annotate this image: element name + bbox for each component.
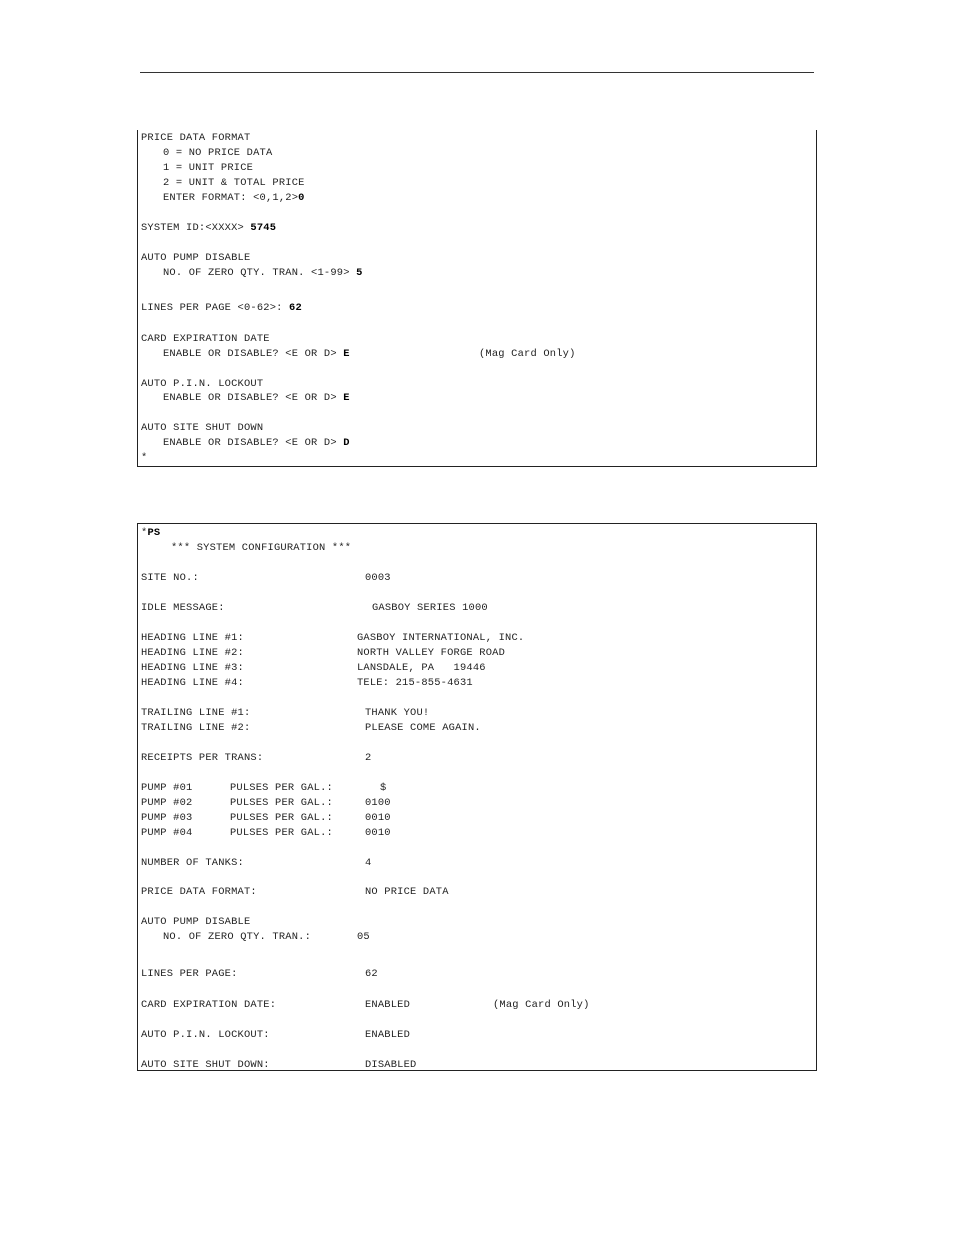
pin-lockout-value-2: ENABLED xyxy=(365,1029,411,1041)
pin-lockout-label-2: AUTO P.I.N. LOCKOUT: xyxy=(141,1029,270,1041)
receipts-label: RECEIPTS PER TRANS: xyxy=(141,752,264,764)
price-format-value: NO PRICE DATA xyxy=(365,886,449,898)
heading-line-4-label: HEADING LINE #4: xyxy=(141,677,244,689)
auto-pump-disable-heading: AUTO PUMP DISABLE xyxy=(141,252,251,264)
idle-message-label: IDLE MESSAGE: xyxy=(141,602,225,614)
receipts-value: 2 xyxy=(365,752,372,764)
trailing-line-2-label: TRAILING LINE #2: xyxy=(141,722,251,734)
trailing-line-1-label: TRAILING LINE #1: xyxy=(141,707,251,719)
pump-02-value: 0100 xyxy=(365,797,391,809)
config-title: *** SYSTEM CONFIGURATION *** xyxy=(171,542,352,554)
pump-03-name: PUMP #03 xyxy=(141,812,193,824)
mag-card-note-2: (Mag Card Only) xyxy=(493,999,590,1011)
tanks-label: NUMBER OF TANKS: xyxy=(141,857,244,869)
site-shutdown-label-2: AUTO SITE SHUT DOWN: xyxy=(141,1059,270,1071)
format-option-1: 1 = UNIT PRICE xyxy=(163,162,254,174)
prompt-asterisk: * xyxy=(141,452,148,464)
pump-03-label: PULSES PER GAL.: xyxy=(230,812,333,824)
pump-02-name: PUMP #02 xyxy=(141,797,193,809)
site-no-value: 0003 xyxy=(365,572,391,584)
command-line: *PS xyxy=(141,527,161,539)
lines-per-page-value-2: 62 xyxy=(365,968,378,980)
auto-pump-disable-heading-2: AUTO PUMP DISABLE xyxy=(141,916,251,928)
lines-per-page-label-2: LINES PER PAGE: xyxy=(141,968,238,980)
format-option-2: 2 = UNIT & TOTAL PRICE xyxy=(163,177,305,189)
mag-card-note: (Mag Card Only) xyxy=(479,348,576,360)
pin-lockout-prompt: ENABLE OR DISABLE? <E OR D> E xyxy=(163,392,350,404)
zero-qty-value-2: 05 xyxy=(357,931,370,943)
card-expiration-heading: CARD EXPIRATION DATE xyxy=(141,333,270,345)
zero-qty-value: 5 xyxy=(356,267,363,279)
card-expiration-value: E xyxy=(343,348,350,360)
format-option-0: 0 = NO PRICE DATA xyxy=(163,147,273,159)
pump-02-label: PULSES PER GAL.: xyxy=(230,797,333,809)
card-expiration-value-2: ENABLED xyxy=(365,999,411,1011)
trailing-line-2-value: PLEASE COME AGAIN. xyxy=(365,722,481,734)
pump-01-value: $ xyxy=(380,782,387,794)
terminal-screen-setup xyxy=(137,130,817,467)
card-expiration-prompt: ENABLE OR DISABLE? <E OR D> E xyxy=(163,348,350,360)
pump-01-label: PULSES PER GAL.: xyxy=(230,782,333,794)
tanks-value: 4 xyxy=(365,857,372,869)
pump-01-name: PUMP #01 xyxy=(141,782,193,794)
heading-line-2-label: HEADING LINE #2: xyxy=(141,647,244,659)
heading-line-3-label: HEADING LINE #3: xyxy=(141,662,244,674)
trailing-line-1-value: THANK YOU! xyxy=(365,707,430,719)
pin-lockout-heading: AUTO P.I.N. LOCKOUT xyxy=(141,378,264,390)
price-format-label: PRICE DATA FORMAT: xyxy=(141,886,257,898)
command-ps: PS xyxy=(147,527,161,539)
system-id-value: 5745 xyxy=(250,222,277,234)
header-rule xyxy=(140,72,814,73)
pump-04-name: PUMP #04 xyxy=(141,827,193,839)
enter-format-prompt: ENTER FORMAT: <0,1,2>0 xyxy=(163,192,305,204)
pump-03-value: 0010 xyxy=(365,812,391,824)
site-no-label: SITE NO.: xyxy=(141,572,199,584)
terminal-screen-config xyxy=(137,523,817,1071)
enter-format-value: 0 xyxy=(298,192,305,204)
system-id-prompt: SYSTEM ID:<XXXX> 5745 xyxy=(141,222,277,234)
heading-line-3-value: LANSDALE, PA 19446 xyxy=(357,662,486,674)
price-data-format-heading: PRICE DATA FORMAT xyxy=(141,132,251,144)
lines-per-page-prompt: LINES PER PAGE <0-62>: 62 xyxy=(141,302,302,314)
site-shutdown-heading: AUTO SITE SHUT DOWN xyxy=(141,422,264,434)
pin-lockout-value: E xyxy=(343,392,350,404)
zero-qty-label-2: NO. OF ZERO QTY. TRAN.: xyxy=(163,931,312,943)
zero-qty-prompt: NO. OF ZERO QTY. TRAN. <1-99> 5 xyxy=(163,267,363,279)
pump-04-value: 0010 xyxy=(365,827,391,839)
heading-line-2-value: NORTH VALLEY FORGE ROAD xyxy=(357,647,506,659)
heading-line-1-value: GASBOY INTERNATIONAL, INC. xyxy=(357,632,525,644)
pump-04-label: PULSES PER GAL.: xyxy=(230,827,333,839)
heading-line-4-value: TELE: 215-855-4631 xyxy=(357,677,473,689)
lines-per-page-value: 62 xyxy=(289,302,302,314)
site-shutdown-value-2: DISABLED xyxy=(365,1059,417,1071)
card-expiration-label-2: CARD EXPIRATION DATE: xyxy=(141,999,277,1011)
site-shutdown-prompt: ENABLE OR DISABLE? <E OR D> D xyxy=(163,437,350,449)
site-shutdown-value: D xyxy=(343,437,350,449)
heading-line-1-label: HEADING LINE #1: xyxy=(141,632,244,644)
idle-message-value: GASBOY SERIES 1000 xyxy=(372,602,488,614)
